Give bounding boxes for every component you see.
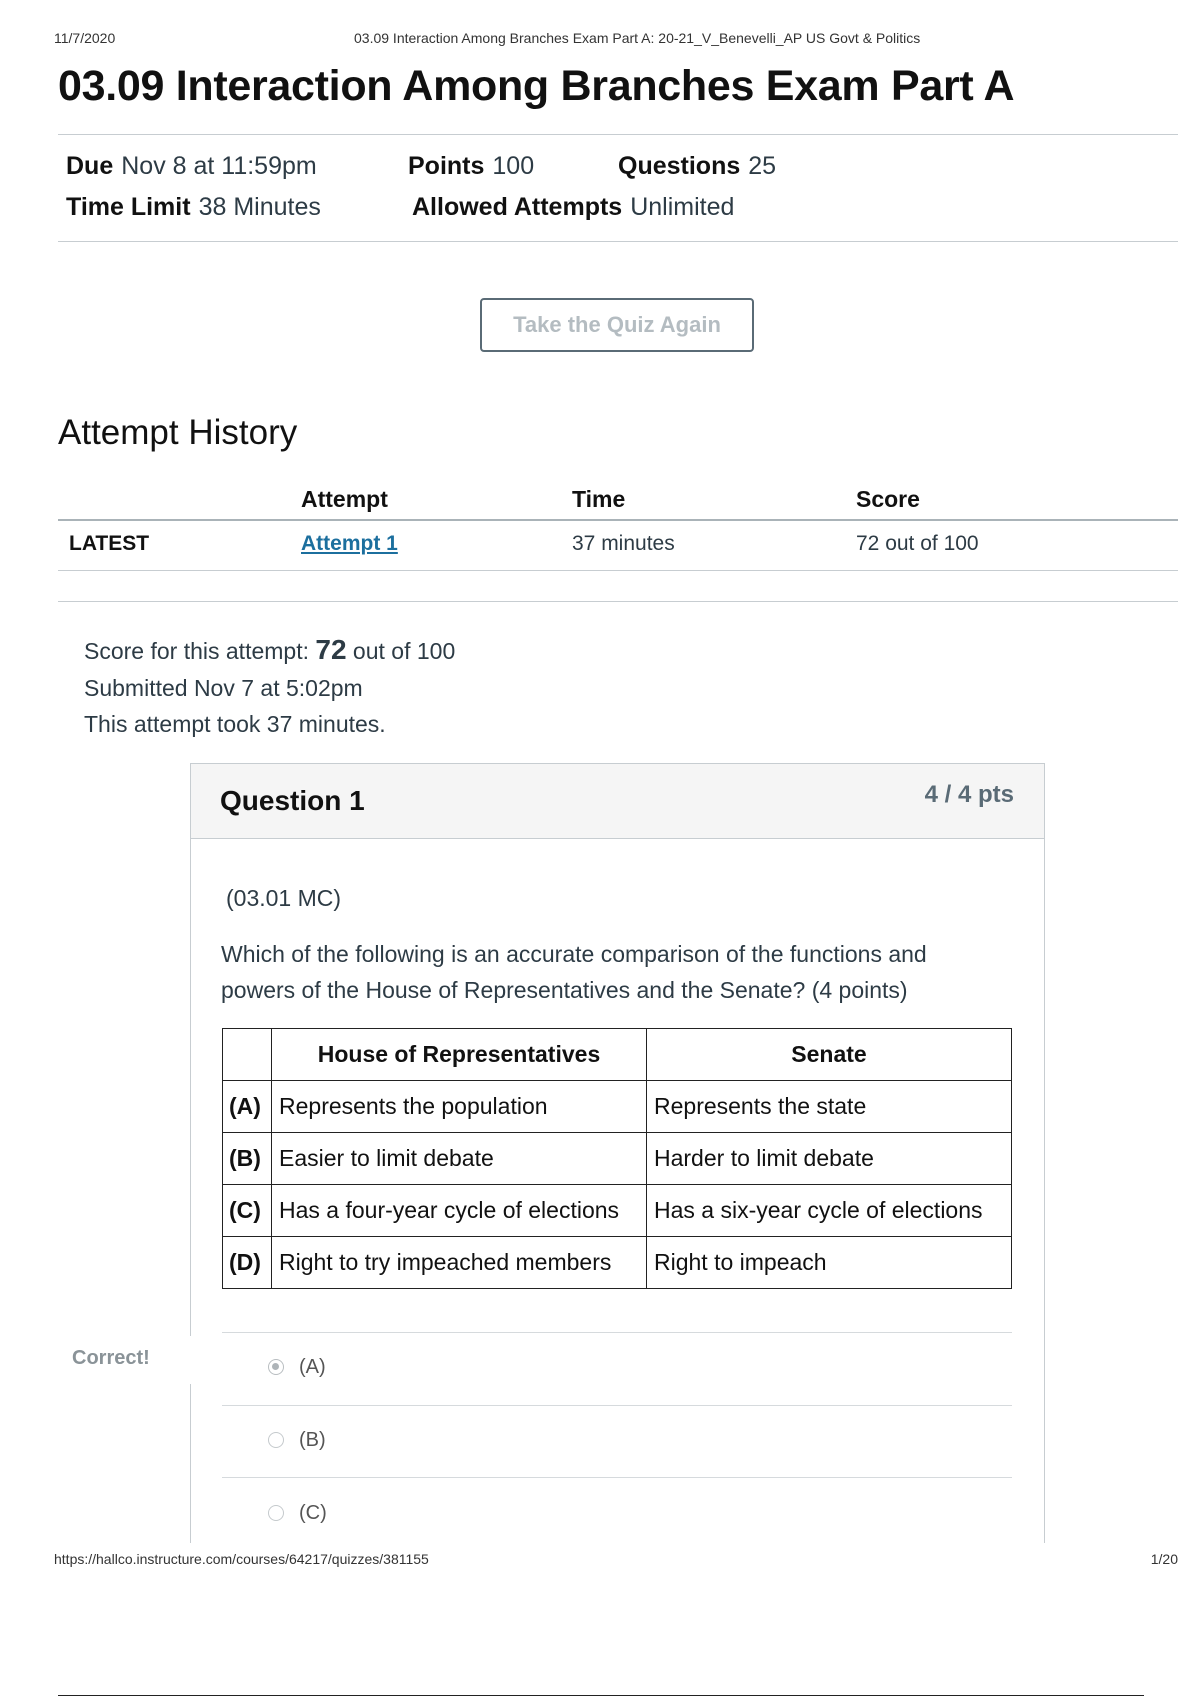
column-header-attempt: Attempt <box>301 486 388 512</box>
question-title: Question 1 <box>220 785 365 816</box>
divider <box>222 1477 1012 1478</box>
take-quiz-again-button[interactable]: Take the Quiz Again <box>480 298 754 352</box>
submitted-time: Submitted Nov 7 at 5:02pm <box>84 675 363 701</box>
print-date: 11/7/2020 <box>54 30 116 46</box>
senate-cell: Represents the state <box>647 1081 1012 1133</box>
print-header <box>54 30 1146 48</box>
table-header-row <box>223 1029 1012 1081</box>
table-row <box>223 1185 1012 1237</box>
comparison-table <box>222 1028 1012 1289</box>
latest-badge: LATEST <box>69 532 150 555</box>
house-cell: Has a four-year cycle of elections <box>272 1185 647 1237</box>
question-points: 4 / 4 pts <box>924 781 1014 808</box>
table-header-house: House of Representatives <box>272 1029 647 1081</box>
questions-count: Questions 25 <box>618 152 777 180</box>
answer-label: (B) <box>299 1429 326 1451</box>
print-footer-url: https://hallco.instructure.com/courses/64217/quizzes/381155 <box>54 1551 429 1567</box>
page-title: 03.09 Interaction Among Branches Exam Part A <box>58 62 1015 110</box>
column-header-time: Time <box>572 486 626 512</box>
allowed-attempts: Allowed Attempts Unlimited <box>412 193 735 221</box>
house-cell: Represents the population <box>272 1081 647 1133</box>
attempt-1-link[interactable]: Attempt 1 <box>301 532 398 555</box>
answer-option-a[interactable] <box>268 1354 868 1384</box>
senate-cell: Harder to limit debate <box>647 1133 1012 1185</box>
divider <box>222 1332 1012 1333</box>
radio-selected-icon[interactable] <box>268 1359 284 1375</box>
row-letter: (C) <box>223 1185 272 1237</box>
answer-label: (A) <box>299 1356 326 1378</box>
radio-icon[interactable] <box>268 1432 284 1448</box>
answer-option-b[interactable] <box>268 1427 868 1457</box>
divider <box>58 601 1178 602</box>
radio-icon[interactable] <box>268 1505 284 1521</box>
divider <box>58 570 1178 571</box>
row-letter: (A) <box>223 1081 272 1133</box>
row-letter: (D) <box>223 1237 272 1289</box>
question-text-line-2: powers of the House of Representatives and the Senate? (4 points) <box>221 977 908 1003</box>
question-code: (03.01 MC) <box>226 885 342 911</box>
correct-label: Correct! <box>72 1347 150 1369</box>
attempt-score: 72 out of 100 <box>856 532 979 555</box>
divider <box>58 241 1178 242</box>
table-header-empty <box>223 1029 272 1081</box>
house-cell: Right to try impeached members <box>272 1237 647 1289</box>
table-row <box>223 1237 1012 1289</box>
senate-cell: Has a six-year cycle of elections <box>647 1185 1012 1237</box>
attempt-time: 37 minutes <box>572 532 675 555</box>
attempt-history-heading: Attempt History <box>58 413 298 452</box>
question-text-line-1: Which of the following is an accurate comparison of the functions and <box>221 941 927 967</box>
print-page-title: 03.09 Interaction Among Branches Exam Part A: 20-21_V_Benevelli_AP US Govt & Politics <box>354 30 921 46</box>
table-header-senate: Senate <box>647 1029 1012 1081</box>
table-row <box>223 1081 1012 1133</box>
correct-indicator-gap <box>190 1336 192 1384</box>
attempt-score-summary: Score for this attempt: 72 out of 100 <box>84 634 456 665</box>
column-header-score: Score <box>856 486 920 512</box>
table-row <box>58 520 1178 570</box>
senate-cell: Right to impeach <box>647 1237 1012 1289</box>
print-page-number: 1/20 <box>1150 1551 1178 1567</box>
table-row <box>223 1133 1012 1185</box>
answer-label: (C) <box>299 1502 327 1524</box>
time-limit: Time Limit 38 Minutes <box>66 193 321 221</box>
row-letter: (B) <box>223 1133 272 1185</box>
score-value: 72 <box>315 634 347 665</box>
house-cell: Easier to limit debate <box>272 1133 647 1185</box>
due-date: Due Nov 8 at 11:59pm <box>66 152 317 180</box>
answer-option-c[interactable] <box>268 1500 868 1530</box>
attempt-duration: This attempt took 37 minutes. <box>84 711 386 737</box>
divider <box>222 1405 1012 1406</box>
points: Points 100 <box>408 152 535 180</box>
page-bottom-rule <box>58 1695 1144 1696</box>
divider <box>58 134 1178 135</box>
